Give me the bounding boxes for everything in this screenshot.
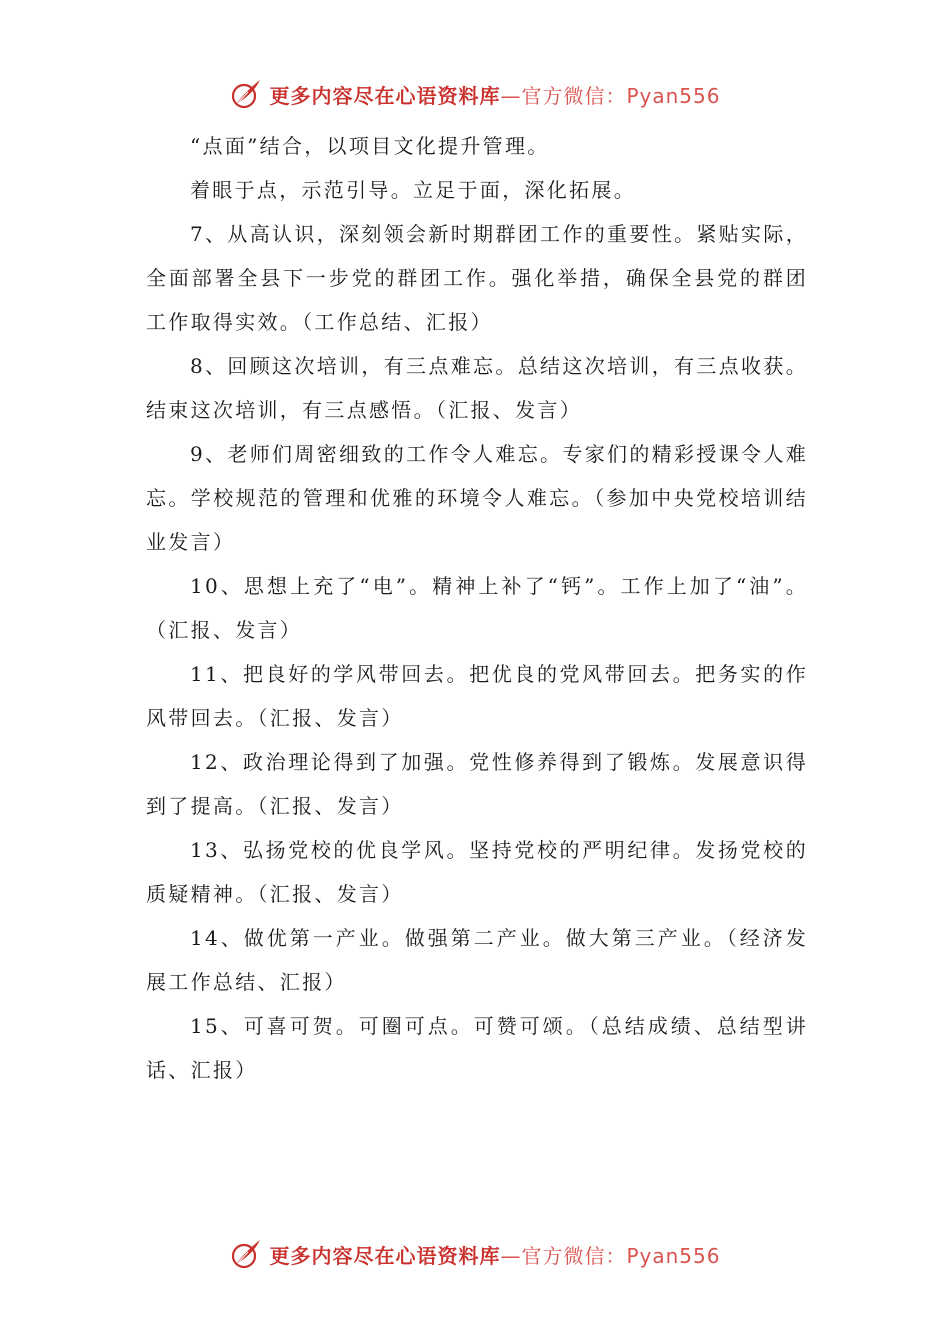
paragraph-11: 15、可喜可贺。可圈可点。可赞可颂。（总结成绩、总结型讲话、汇报）	[146, 1014, 808, 1082]
paragraph-3: 7、从高认识，深刻领会新时期群团工作的重要性。紧贴实际，全面部署全县下一步党的群团工作。强化举措，确保全县党的群团工作取得实效。（工作总结、汇报）	[146, 222, 808, 334]
paragraph-5: 9、老师们周密细致的工作令人难忘。专家们的精彩授课令人难忘。学校规范的管理和优雅的环境令人难忘。（参加中央党校培训结业发言）	[146, 442, 808, 554]
watermark-main: 更多内容尽在心语资料库	[269, 83, 501, 108]
watermark-main: 更多内容尽在心语资料库	[269, 1243, 501, 1268]
watermark-text	[269, 80, 720, 109]
paragraph-4: 8、回顾这次培训，有三点难忘。总结这次培训，有三点收获。结束这次培训，有三点感悟。（汇报、发言）	[146, 354, 808, 422]
watermark-text	[269, 1240, 720, 1269]
watermark-tail: —官方微信：Pyan556	[500, 1243, 721, 1268]
paragraph-9: 13、弘扬党校的优良学风。坚持党校的严明纪律。发扬党校的质疑精神。（汇报、发言）	[146, 838, 808, 906]
quill-logo-icon	[229, 1237, 263, 1271]
watermark-tail: —官方微信：Pyan556	[500, 83, 721, 108]
footer-watermark	[0, 1234, 950, 1274]
document-body	[146, 124, 808, 1092]
paragraph-10: 14、做优第一产业。做强第二产业。做大第三产业。（经济发展工作总结、汇报）	[146, 926, 808, 994]
header-watermark	[0, 74, 950, 114]
paragraph-7: 11、把良好的学风带回去。把优良的党风带回去。把务实的作风带回去。（汇报、发言）	[146, 662, 808, 730]
quill-logo-icon	[229, 77, 263, 111]
paragraph-2: 着眼于点，示范引导。立足于面，深化拓展。	[190, 178, 636, 202]
paragraph-1: “点面”结合，以项目文化提升管理。	[190, 134, 550, 158]
paragraph-8: 12、政治理论得到了加强。党性修养得到了锻炼。发展意识得到了提高。（汇报、发言）	[146, 750, 808, 818]
paragraph-6: 10、思想上充了“电”。精神上补了“钙”。工作上加了“油”。（汇报、发言）	[146, 574, 808, 642]
